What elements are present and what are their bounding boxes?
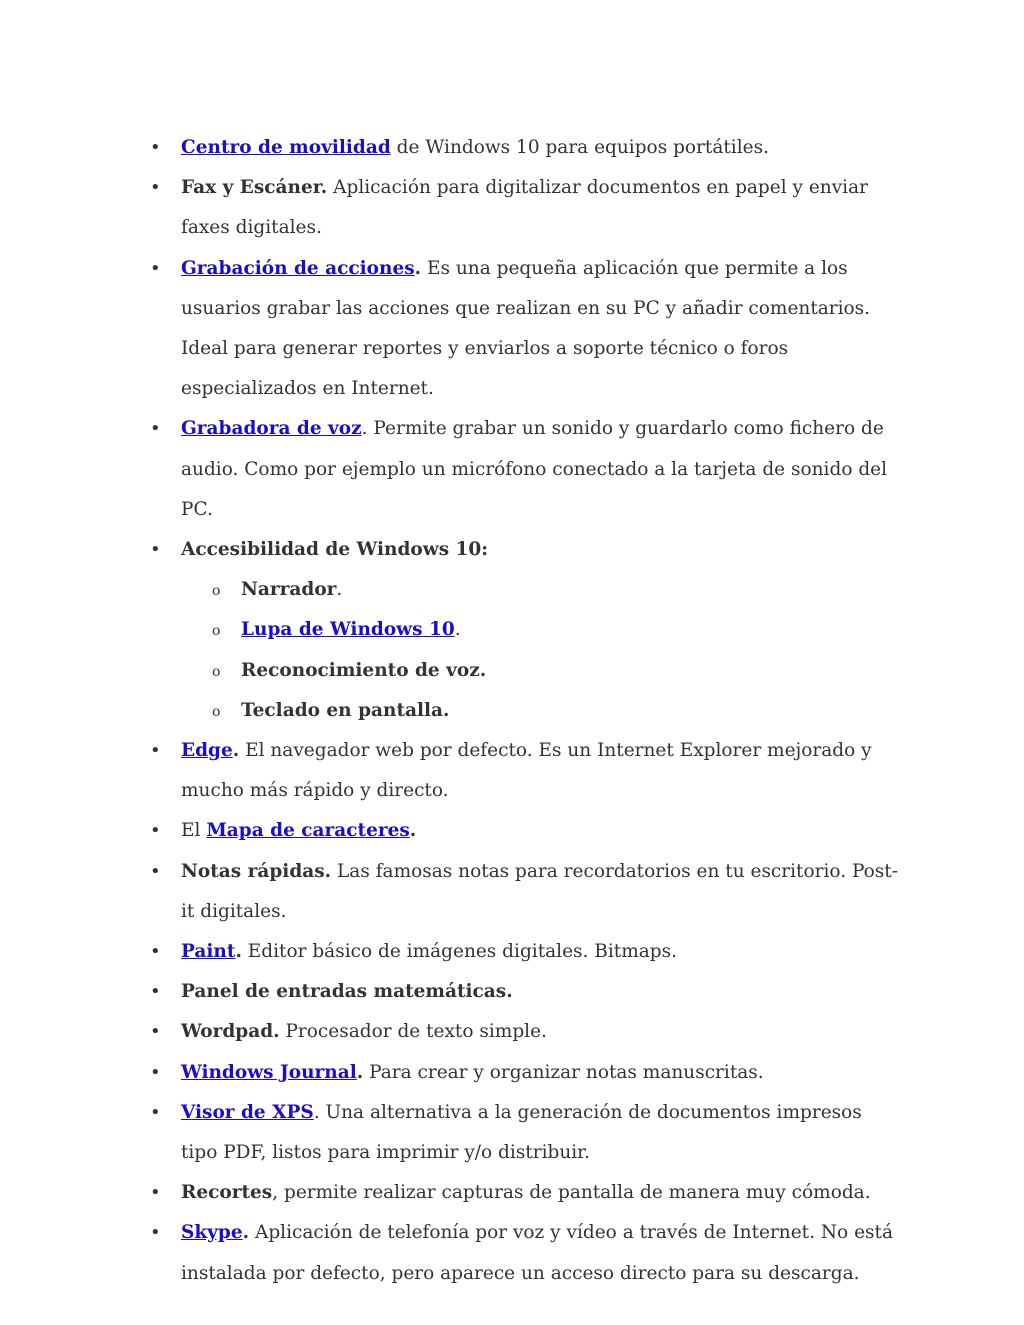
list-item: • Grabadora de voz. Permite grabar un sonido y guardarlo como fichero de audio. Como por ejemplo un micrófono conectado a la tarjeta de sonido del PC. (181, 409, 901, 530)
link-grabadora-de-voz[interactable]: Grabadora de voz (181, 418, 362, 440)
list-item: • Paint. Editor básico de imágenes digitales. Bitmaps. (181, 932, 901, 972)
list-item: • Panel de entradas matemáticas. (181, 972, 901, 1012)
list-item: • Accesibilidad de Windows 10: o Narrador. o Lupa de Windows 10. o Reconocimiento de voz. o Teclado en pantalla. (181, 530, 901, 731)
link-visor-de-xps[interactable]: Visor de XPS (181, 1101, 314, 1123)
link-edge[interactable]: Edge (181, 740, 233, 762)
list-item: • Grabación de acciones. Es una pequeña aplicación que permite a los usuarios grabar las acciones que realizan en su PC y añadir comentarios. Ideal para generar reportes y enviarlos a soporte técnico o foros especializados en Internet. (181, 249, 901, 410)
list-item: • Fax y Escáner. Aplicación para digitalizar documentos en papel y enviar faxes digitales. (181, 168, 901, 248)
bullet-list (0, 128, 901, 1294)
list-item: • Skype. Aplicación de telefonía por voz y vídeo a través de Internet. No está instalada por defecto, pero aparece un acceso directo para su descarga. (181, 1213, 901, 1293)
list-item: • Wordpad. Procesador de texto simple. (181, 1012, 901, 1052)
list-item: • Edge. El navegador web por defecto. Es un Internet Explorer mejorado y mucho más rápido y directo. (181, 731, 901, 811)
link-grabacion-de-acciones[interactable]: Grabación de acciones (181, 257, 415, 279)
list-item: • Recortes, permite realizar capturas de pantalla de manera muy cómoda. (181, 1173, 901, 1213)
sub-list-item: o Lupa de Windows 10. (241, 610, 901, 650)
list-item: • Windows Journal. Para crear y organizar notas manuscritas. (181, 1053, 901, 1093)
link-skype[interactable]: Skype (181, 1222, 243, 1244)
link-lupa-de-windows-10[interactable]: Lupa de Windows 10 (241, 619, 455, 641)
link-paint[interactable]: Paint (181, 941, 236, 963)
document-page (0, 128, 1024, 1294)
sub-list-item: o Narrador. (241, 570, 901, 610)
list-item: • El Mapa de caracteres. (181, 811, 901, 851)
list-item: • Centro de movilidad de Windows 10 para equipos portátiles. (181, 128, 901, 168)
sub-list-item: o Teclado en pantalla. (241, 691, 901, 731)
sub-list-accesibilidad (181, 570, 901, 731)
sub-list-item: o Reconocimiento de voz. (241, 651, 901, 691)
list-item: • Visor de XPS. Una alternativa a la generación de documentos impresos tipo PDF, listos para imprimir y/o distribuir. (181, 1093, 901, 1173)
list-item: • Notas rápidas. Las famosas notas para recordatorios en tu escritorio. Post-it digitales. (181, 852, 901, 932)
link-mapa-de-caracteres[interactable]: Mapa de caracteres (206, 820, 410, 842)
link-centro-de-movilidad[interactable]: Centro de movilidad (181, 137, 391, 158)
link-windows-journal[interactable]: Windows Journal (181, 1061, 357, 1083)
